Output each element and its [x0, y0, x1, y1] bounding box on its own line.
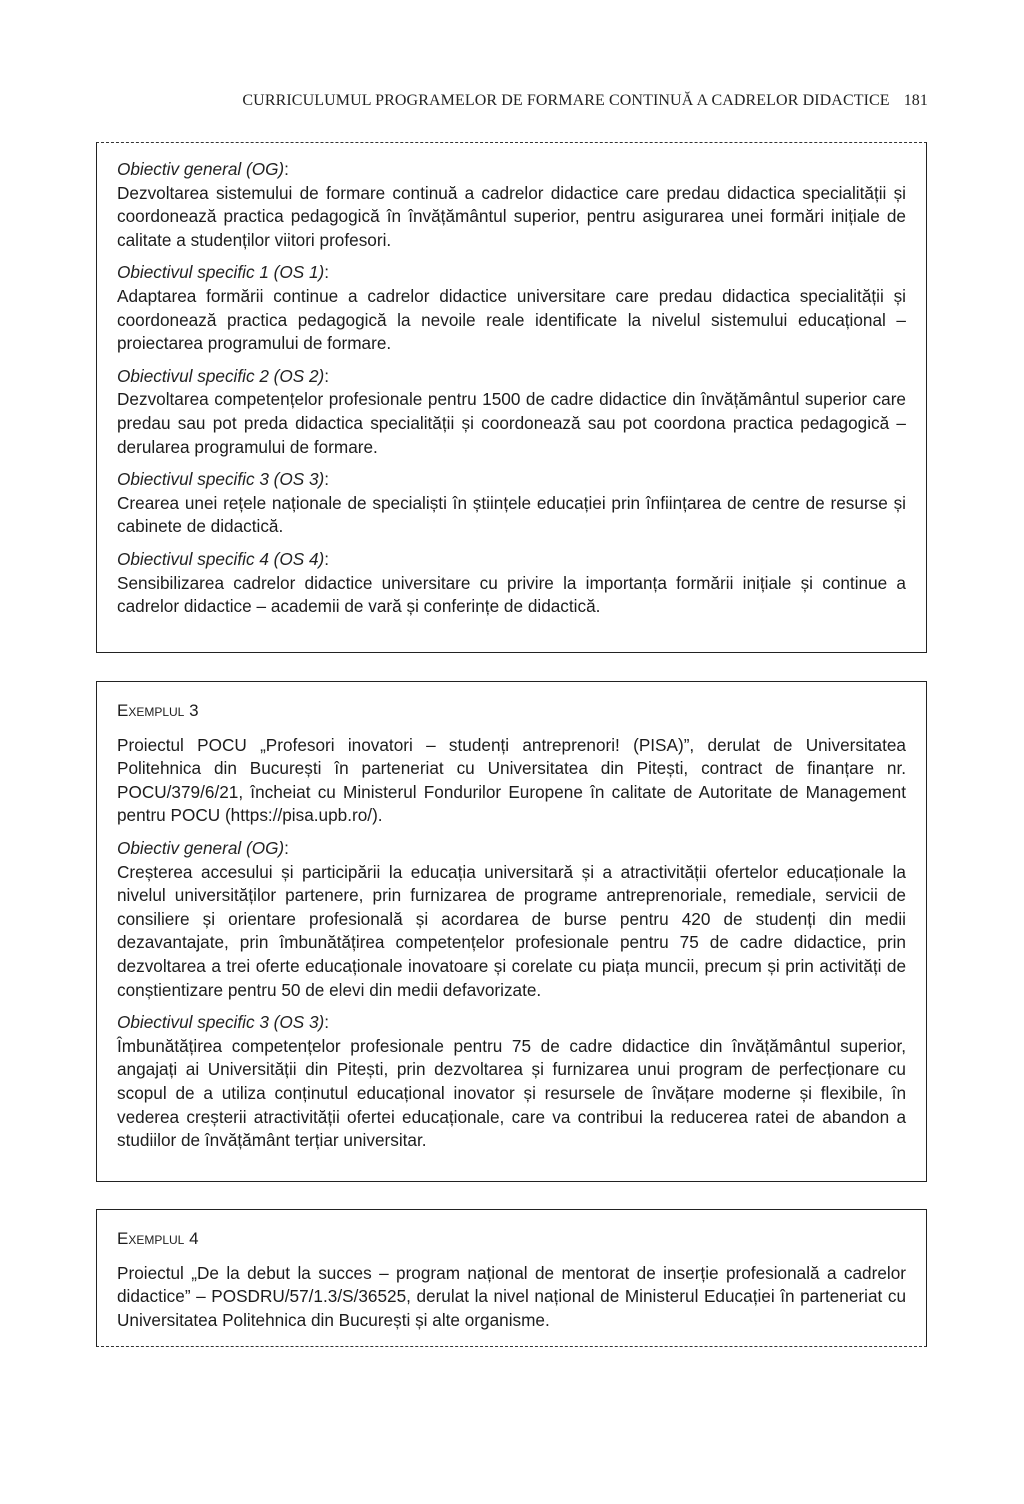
objective-label: Obiectivul specific 3 (OS 3) [117, 1012, 325, 1033]
objective-section: Obiectivul specific 1 (OS 1): Adaptarea formării continue a cadrelor didactice universitare care predau didactica specialității și coordonează practica pedagogică la nevoile reale identificate la nivelul sistemului educațional – proiectarea programului de formare. [117, 262, 906, 354]
example-title: Exemplul 4 [117, 1229, 199, 1248]
example-intro: Proiectul „De la debut la succes – program național de mentorat de inserție profesională a cadrelor didactice” – POSDRU/57/1.3/S/36525, derulat la nivel național de Ministerul Educației în parteneriat cu Universitatea Politehnica din București și alte organisme. [117, 1262, 906, 1330]
objective-text: Adaptarea formării continue a cadrelor didactice universitare care predau didactica specialității și coordonează practica pedagogică la nevoile reale identificate la nivelul sistemului educațional – proiectarea programului de formare. [117, 285, 906, 354]
objective-text: Creșterea accesului și participării la educația universitară și a atractivității ofertelor educaționale la nivelul universităților partenere, prin furnizarea de programe antreprenoriale, remediale, servicii de consiliere și orientare profesională și acordarea de burse pentru 420 de studenți din medii dezavantajate, prin îmbunătățirea competențelor profesionale pentru 75 de cadre didactice, prin dezvoltarea a trei oferte educaționale inovatoare și corelate cu piața muncii, precum și prin activități de conștientizare pentru 50 de elevi din medii defavorizate. [117, 861, 906, 1000]
objective-section: Obiectivul specific 3 (OS 3): Crearea unei rețele naționale de specialiști în științele educației prin înființarea de centre de resurse și cabinete de didactică. [117, 469, 906, 537]
objective-section: Obiectiv general (OG): Dezvoltarea sistemului de formare continuă a cadrelor didactice care predau didactica specialității și coordonează practica pedagogică în învățământul superior, pentru asigurarea unei formări inițiale de calitate a studenților viitori profesori. [117, 159, 906, 250]
objective-label: Obiectivul specific 3 (OS 3) [117, 469, 325, 490]
objective-section: Obiectiv general (OG): Creșterea accesului și participării la educația universitară și a atractivității ofertelor educaționale la nivelul universităților partenere, prin furnizarea de programe antreprenoriale, remediale, servicii de consiliere și orientare profesională și acordarea de burse pentru 420 de studenți din medii dezavantajate, prin îmbunătățirea competențelor profesionale pentru 75 de cadre didactice, prin dezvoltarea a trei oferte educaționale inovatoare și corelate cu piața muncii, precum și prin activități de conștientizare pentru 50 de elevi din medii defavorizate. [117, 837, 906, 1000]
example-intro: Proiectul POCU „Profesori inovatori – studenți antreprenori! (PISA)”, derulat de Universitatea Politehnica din București în parteneriat cu Universitatea din Pitești, contract de finanțare nr. POCU/379/6/21, încheiat cu Ministerul Fondurilor Europene în calitate de Autoritate de Management pentru POCU (https://pisa.upb.ro/). [117, 734, 906, 826]
objective-text: Crearea unei rețele naționale de specialiști în științele educației prin înființarea de centre de resurse și cabinete de didactică. [117, 492, 906, 537]
objective-text: Îmbunătățirea competențelor profesionale pentru 75 de cadre didactice din învățământul superior, angajați ai Universității din Pitești, prin dezvoltarea și furnizarea unui program de perfecționare cu scopul de a utiliza conținutul educațional inovator și resursele de învățare moderne și flexibile, în vederea creșterii atractivității ofertei educaționale, care va contribui la reducerea ratei de abandon a studiilor de învățământ terțiar universitar. [117, 1035, 906, 1151]
page-number: 181 [903, 92, 928, 109]
objective-label: Obiectivul specific 2 (OS 2) [117, 365, 325, 386]
running-header [0, 92, 928, 110]
objective-label: Obiectiv general (OG) [117, 837, 285, 858]
objective-text: Dezvoltarea competențelor profesionale pentru 1500 de cadre didactice din învățământul superior care predau sau pot preda didactica specialității și coordonează sau pot coordona practica pedagogică – derularea programului de formare. [117, 389, 906, 457]
objective-section: Obiectivul specific 4 (OS 4): Sensibilizarea cadrelor didactice universitare cu privire la importanța formării inițiale și continue a cadrelor didactice – academii de vară și conferințe de didactică. [117, 548, 906, 617]
objective-section: Obiectivul specific 3 (OS 3): Îmbunătățirea competențelor profesionale pentru 75 de cadre didactice din învățământul superior, angajați ai Universității din Pitești, prin dezvoltarea și furnizarea unui program de perfecționare cu scopul de a utiliza conținutul educațional inovator și resursele de învățare moderne și flexibile, în vederea creșterii atractivității ofertei educaționale, care va contribui la reducerea ratei de abandon a studiilor de învățământ terțiar universitar. [117, 1012, 906, 1151]
objectives-box [96, 142, 927, 653]
objective-label: Obiectiv general (OG) [117, 159, 285, 179]
objective-text: Dezvoltarea sistemului de formare continuă a cadrelor didactice care predau didactica specialității și coordonează practica pedagogică în învățământul superior, pentru asigurarea unei formări inițiale de calitate a studenților viitori profesori. [117, 182, 906, 250]
example-title: Exemplul 3 [117, 701, 199, 720]
example-4-box [96, 1209, 927, 1347]
objective-label: Obiectivul specific 1 (OS 1) [117, 262, 325, 283]
objective-label: Obiectivul specific 4 (OS 4) [117, 548, 325, 569]
running-header-title: CURRICULUMUL PROGRAMELOR DE FORMARE CONTINUĂ A CADRELOR DIDACTICE [242, 92, 890, 109]
example-3-box [96, 681, 927, 1182]
objective-section: Obiectivul specific 2 (OS 2): Dezvoltarea competențelor profesionale pentru 1500 de cadre didactice din învățământul superior care predau sau pot preda didactica specialității și coordonează sau pot coordona practica pedagogică – derularea programului de formare. [117, 365, 906, 457]
objective-text: Sensibilizarea cadrelor didactice universitare cu privire la importanța formării inițiale și continue a cadrelor didactice – academii de vară și conferințe de didactică. [117, 572, 906, 617]
